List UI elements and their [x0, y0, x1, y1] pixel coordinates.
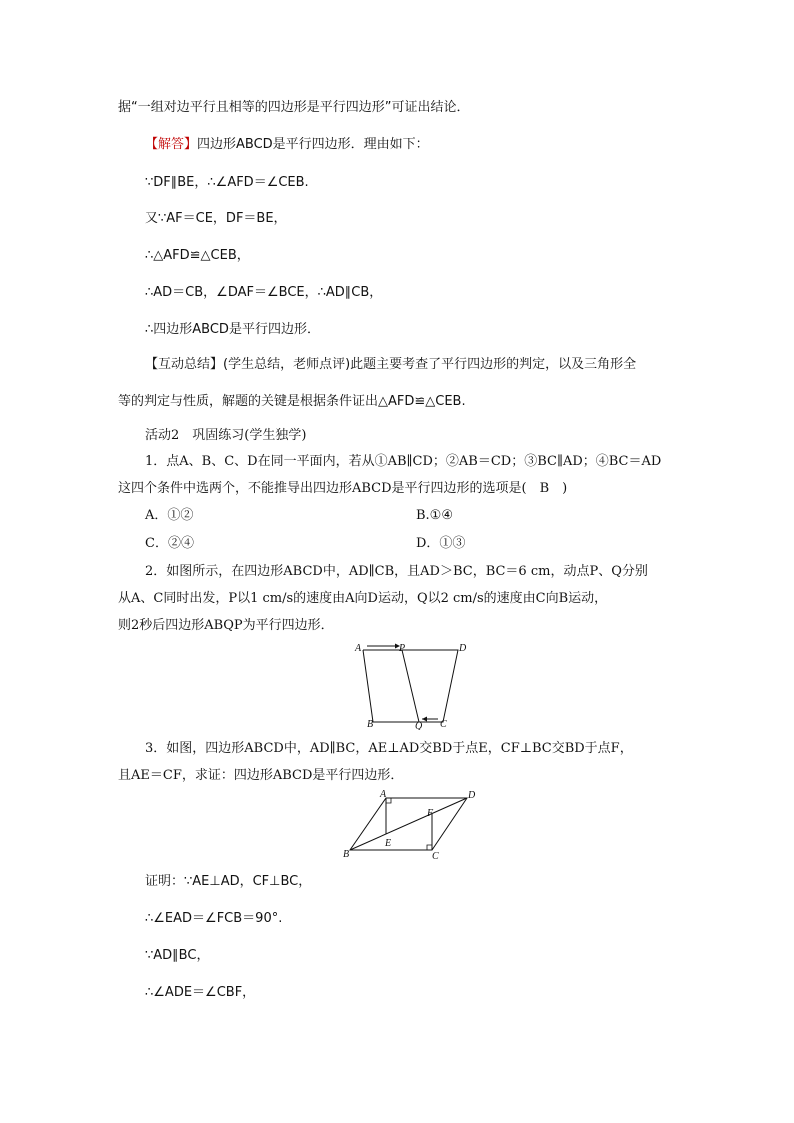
label-b: B — [343, 849, 350, 860]
label-a: A — [380, 789, 387, 800]
question-2-line-1: 2．如图所示，在四边形ABCD中，AD∥CB，且AD＞BC，BC＝6 cm，动点P、Q分别 — [145, 564, 648, 579]
activity-title: 活动2 巩固练习(学生独学) — [145, 428, 307, 443]
question-2-line-2: 从A、C同时出发，P以1 cm/s的速度由A向D运动，Q以2 cm/s的速度由C向B运动， — [118, 591, 608, 606]
label-a: A — [355, 643, 362, 654]
summary-label: 【互动总结】 — [145, 357, 224, 372]
label-d: D — [468, 790, 476, 801]
label-c: C — [440, 719, 447, 730]
figure-quadrilateral-abqp — [345, 638, 475, 730]
label-q: Q — [415, 721, 423, 730]
label-b: B — [367, 719, 374, 730]
figure-parallelogram-abcd — [340, 786, 485, 862]
question-3-line-2: 且AE＝CF，求证：四边形ABCD是平行四边形． — [118, 768, 404, 783]
right-angle-c — [427, 845, 432, 850]
option-c: C．②④ — [145, 536, 194, 551]
text-line-5: ∴△AFD≌△CEB， — [145, 248, 250, 263]
text-line-4: 又∵AF＝CE，DF＝BE， — [145, 211, 287, 226]
option-b: B.①④ — [416, 508, 453, 523]
text-line-1: 据“一组对边平行且相等的四边形是平行四边形”可证出结论． — [118, 100, 470, 115]
arrow-q-head — [422, 717, 427, 722]
question-1-line-1: 1．点A、B、C、D在同一平面内，若从①AB∥CD；②AB＝CD；③BC∥AD；④BC＝AD — [145, 454, 662, 469]
text-line-7: ∴四边形ABCD是平行四边形． — [145, 322, 320, 337]
text-line-9: 等的判定与性质，解题的关键是根据条件证出△AFD≌△CEB. — [118, 394, 466, 409]
proof-line-2: ∴∠EAD＝∠FCB＝90°. — [145, 911, 283, 926]
label-p: P — [399, 643, 406, 654]
label-f: F — [427, 808, 434, 819]
answer-label: 【解答】 — [145, 137, 198, 152]
right-angle-a — [386, 798, 391, 803]
option-a: A．①② — [145, 508, 194, 523]
proof-line-4: ∴∠ADE＝∠CBF， — [145, 985, 256, 1000]
segment-pq — [402, 650, 419, 722]
proof-line-3: ∵AD∥BC， — [145, 948, 210, 963]
question-1-line-2: 这四个条件中选两个，不能推导出四边形ABCD是平行四边形的选项是( B ) — [118, 481, 568, 496]
text-line-8 — [145, 356, 636, 374]
answer-text: 四边形ABCD是平行四边形．理由如下： — [197, 137, 429, 152]
question-3-line-1: 3．如图，四边形ABCD中，AD∥BC，AE⊥AD交BD于点E，CF⊥BC交BD于点F， — [145, 741, 633, 756]
question-2-line-3: 则2秒后四边形ABQP为平行四边形． — [118, 618, 334, 633]
summary-text: (学生总结，老师点评)此题主要考查了平行四边形的判定，以及三角形全 — [223, 357, 637, 372]
label-c: C — [432, 851, 439, 862]
proof-line-1: 证明：∵AE⊥AD，CF⊥BC， — [145, 874, 312, 889]
label-e: E — [385, 838, 392, 849]
label-d: D — [459, 643, 467, 654]
text-line-2 — [145, 136, 429, 154]
text-line-6: ∴AD＝CB，∠DAF＝∠BCE，∴AD∥CB， — [145, 285, 383, 300]
text-line-3: ∵DF∥BE，∴∠AFD＝∠CEB. — [145, 175, 309, 190]
option-d: D．①③ — [416, 536, 466, 551]
